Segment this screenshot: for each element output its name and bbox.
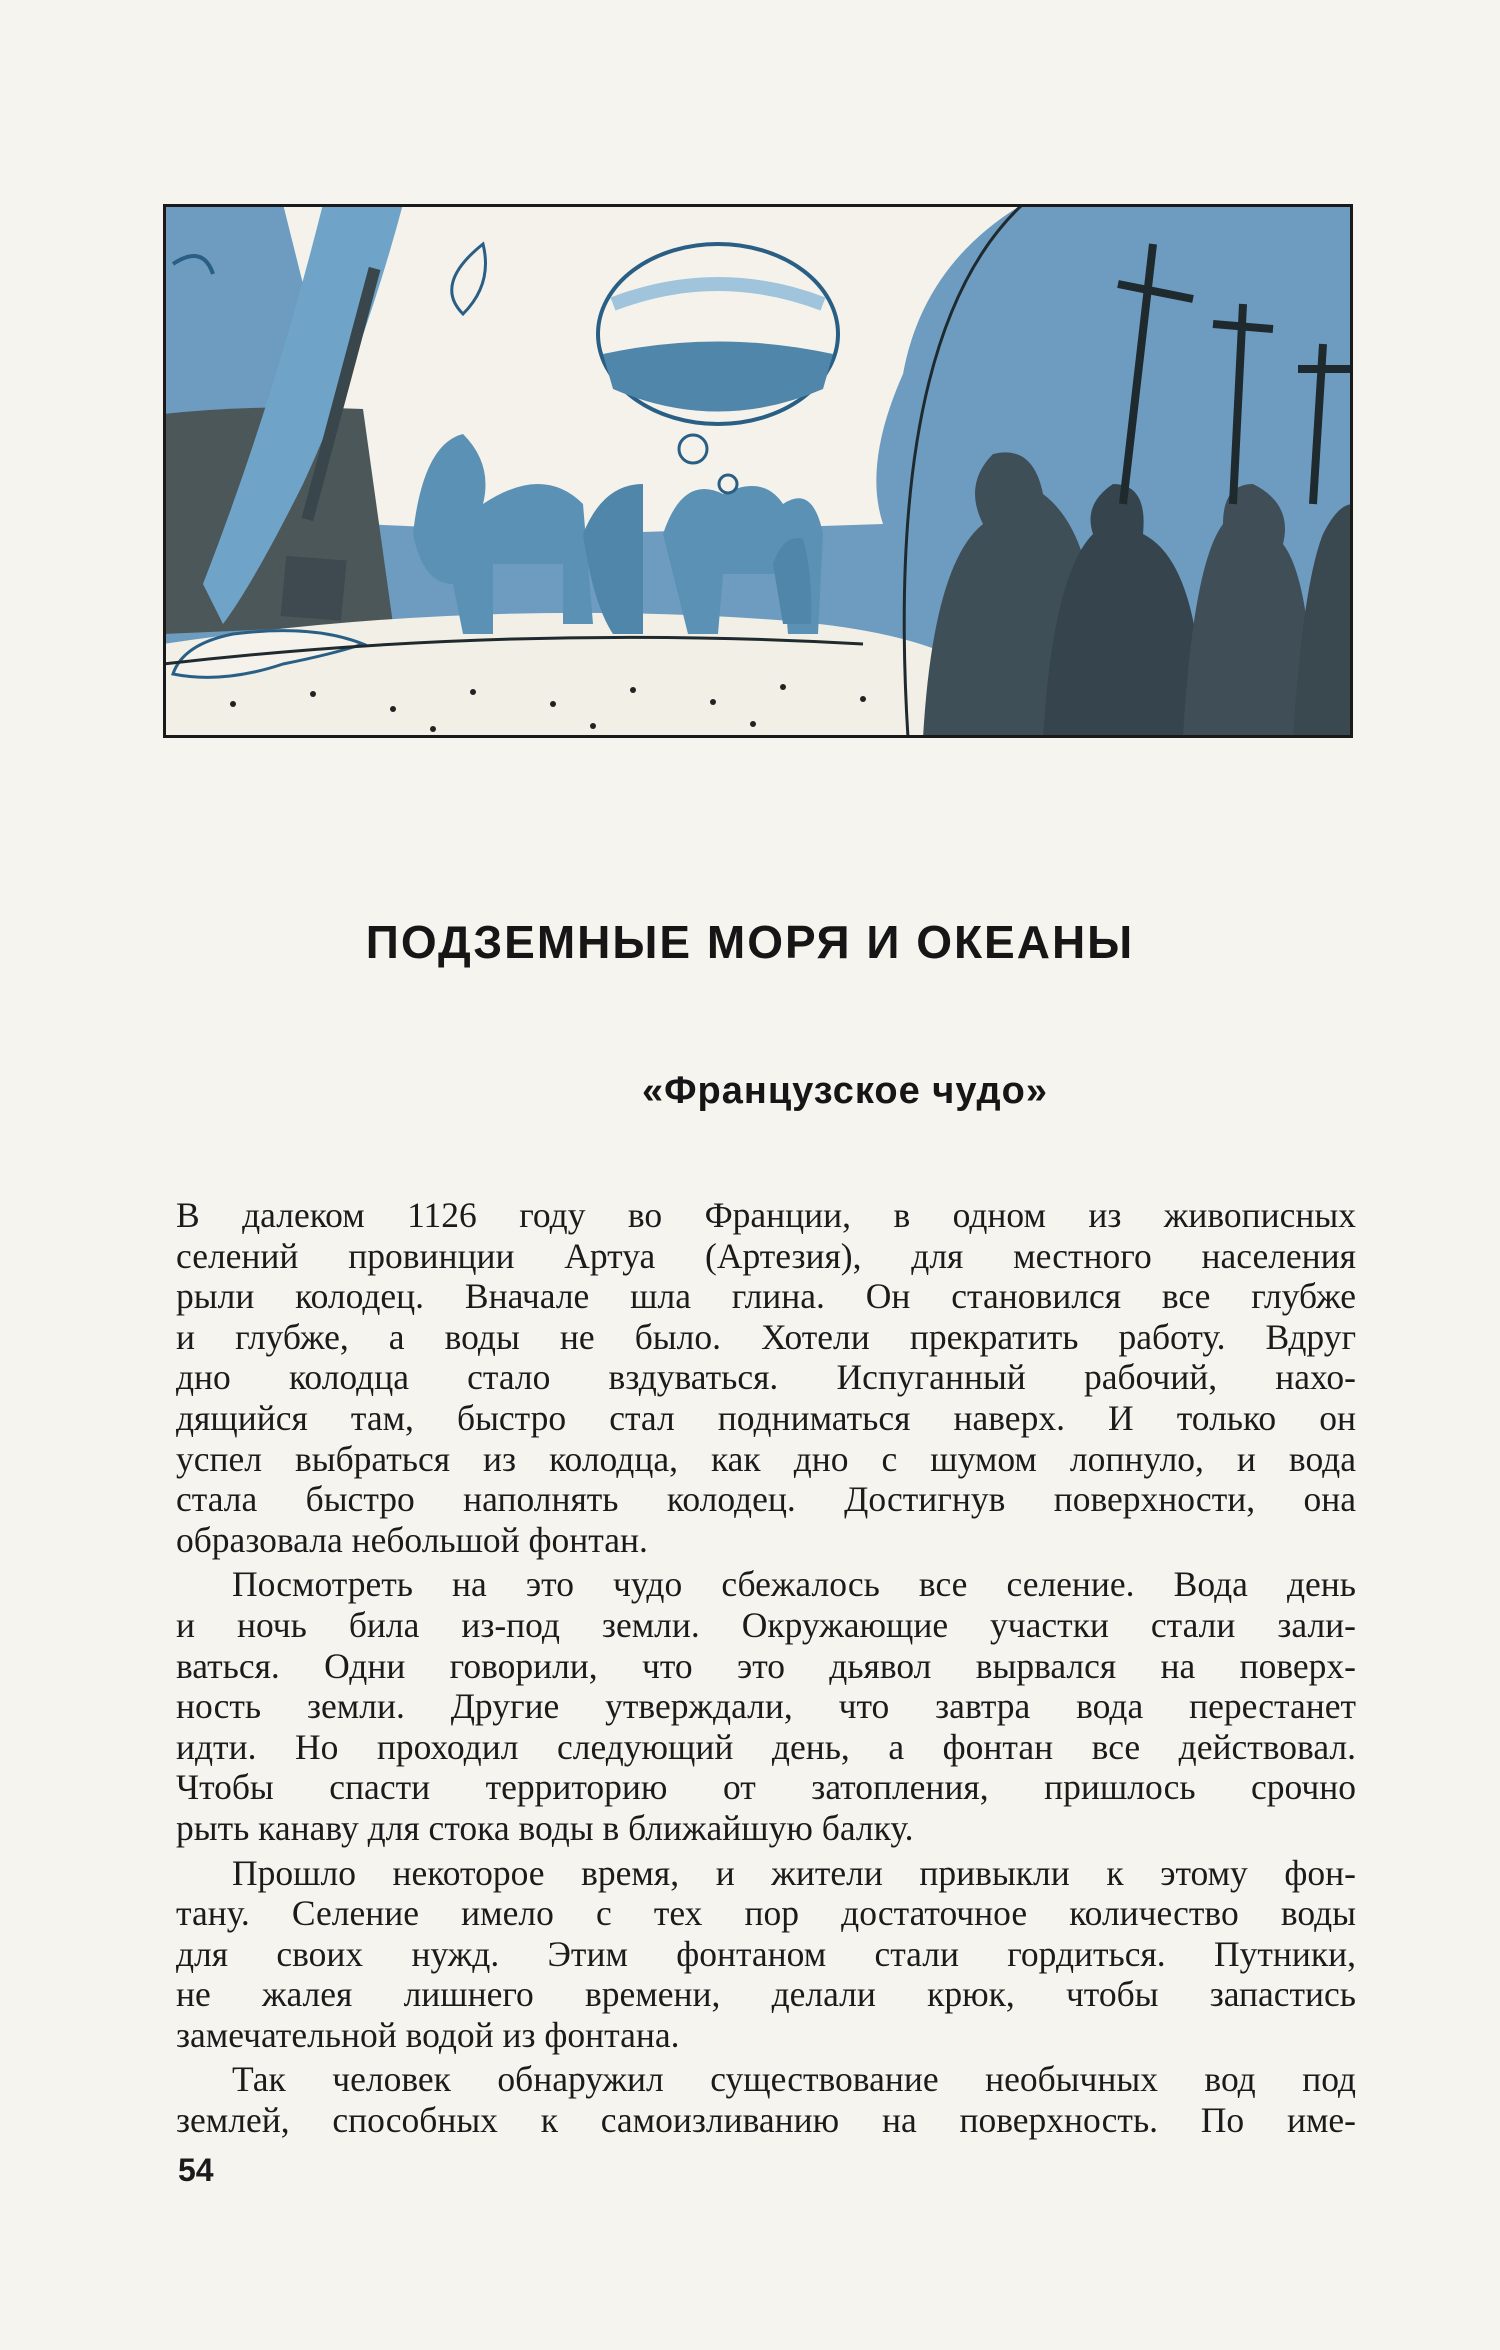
text-line: селений провинции Артуа (Артезия), для местного населения [176, 1235, 1356, 1276]
text-line: не жалея лишнего времени, делали крюк, чтобы запастись [176, 1974, 1356, 2015]
text-line: ность земли. Другие утверждали, что завтра вода перестанет [176, 1686, 1356, 1727]
text-line: Чтобы спасти территорию от затопления, пришлось срочно [176, 1767, 1356, 1808]
page-number: 54 [178, 2152, 214, 2188]
text-line: замечательной водой из фонтана. [176, 2014, 680, 2055]
text-line: идти. Но проходил следующий день, а фонтан все действовал. [176, 1726, 1356, 1767]
text-line: Посмотреть на это чудо сбежалось все селение. Вода день [232, 1564, 1356, 1605]
paragraph [176, 1564, 1356, 1848]
text-line: для своих нужд. Этим фонтаном стали гордиться. Путники, [176, 1933, 1356, 1974]
text-line: В далеком 1126 году во Франции, в одном из живописных [176, 1195, 1356, 1235]
paragraph [176, 2059, 1356, 2140]
text-line: дно колодца стало вздуваться. Испуганный рабочий, нахо- [176, 1357, 1356, 1398]
section-title: «Французское чудо» [641, 1070, 1049, 1112]
text-line: и глубже, а воды не было. Хотели прекратить работу. Вдруг [176, 1316, 1356, 1357]
illustration-fountain-caravan-monks-icon [163, 204, 1353, 738]
text-line: землей, способных к самоизливанию на поверхность. По име- [176, 2100, 1356, 2141]
text-line: Прошло некоторое время, и жители привыкли к этому фон- [232, 1852, 1356, 1893]
text-line: стала быстро наполнять колодец. Достигнув поверхности, она [176, 1479, 1356, 1520]
text-line: рыли колодец. Вначале шла глина. Он становился все глубже [176, 1276, 1356, 1317]
text-line: дящийся там, быстро стал подниматься наверх. И только он [176, 1397, 1356, 1438]
text-line: успел выбраться из колодца, как дно с шумом лопнуло, и вода [176, 1438, 1356, 1479]
chapter-title: ПОДЗЕМНЫЕ МОРЯ И ОКЕАНЫ [365, 916, 1135, 968]
text-line: рыть канаву для стока воды в ближайшую балку. [176, 1807, 914, 1848]
text-line: Так человек обнаружил существование необычных вод под [232, 2059, 1356, 2100]
paragraph [176, 1853, 1356, 2056]
text-line: и ночь била из-под земли. Окружающие участки стали зали- [176, 1604, 1356, 1645]
article-body [176, 1195, 1356, 2141]
paragraph [176, 1195, 1356, 1560]
chapter-illustration [163, 204, 1353, 738]
text-line: ваться. Одни говорили, что это дьявол вырвался на поверх- [176, 1645, 1356, 1686]
text-line: тану. Селение имело с тех пор достаточное количество воды [176, 1893, 1356, 1934]
text-line: образовала небольшой фонтан. [176, 1519, 648, 1560]
